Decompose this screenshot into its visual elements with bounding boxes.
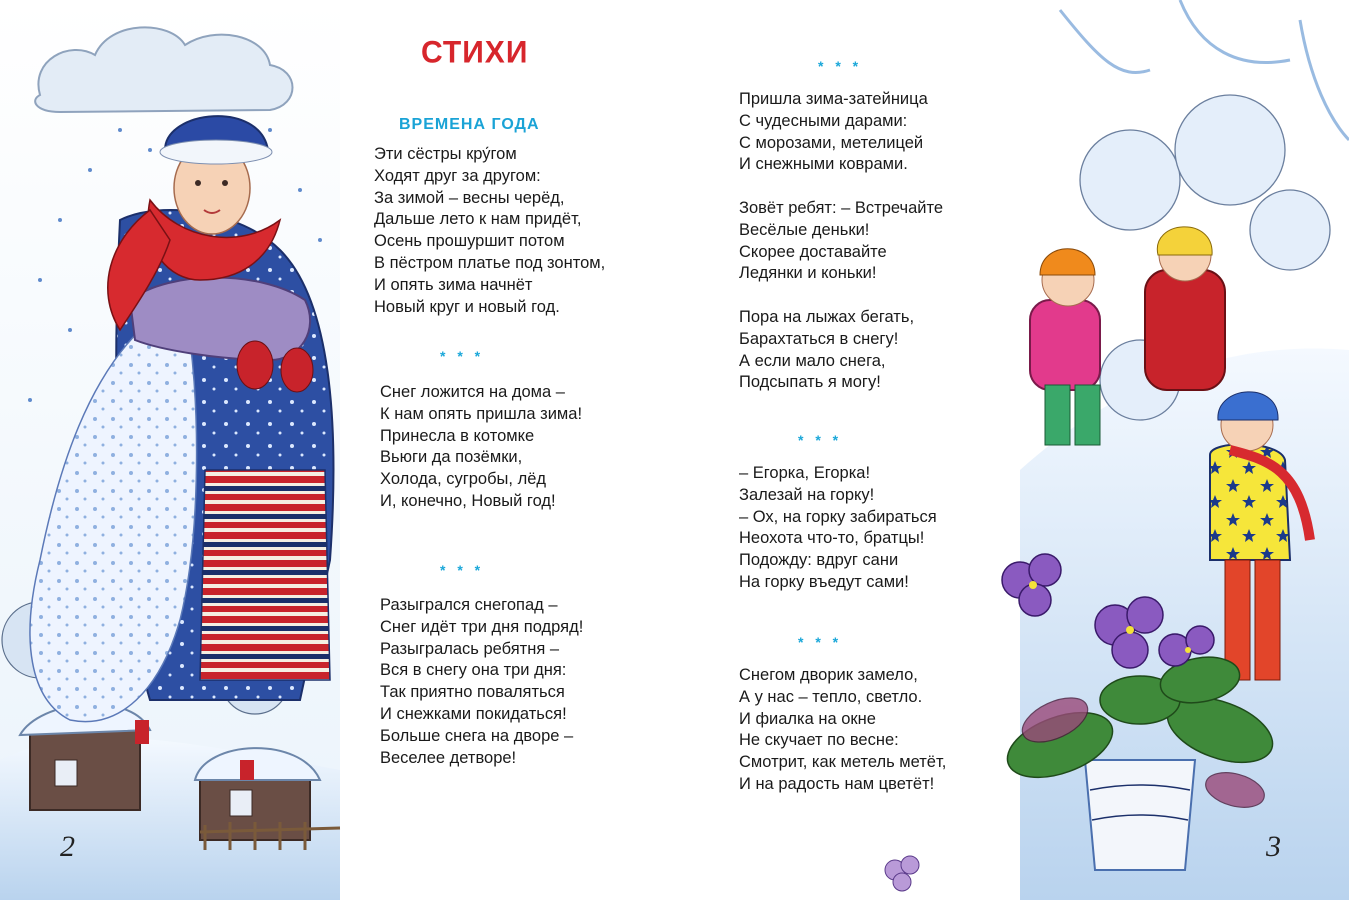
poem-line: Подсыпать я могу! <box>739 373 881 392</box>
poem-line: Так приятно поваляться <box>380 683 565 702</box>
poem-line: Снег ложится на дома – <box>380 383 565 401</box>
poem-4 <box>739 89 928 176</box>
page-number-right: 3 <box>1266 830 1281 863</box>
poem-line: Зовёт ребят: – Встречайте <box>739 199 944 217</box>
poem-line: Пришла зима-затейница <box>739 90 928 108</box>
poem-1 <box>374 144 605 318</box>
poem-line: – Егорка, Егорка! <box>739 464 871 482</box>
separator-stars: * * * <box>798 634 843 650</box>
poem-2 <box>380 382 582 513</box>
poem-line: Больше снега на дворе – <box>380 726 574 745</box>
poem-line: Разыгрался снегопад – <box>380 596 558 614</box>
poem-line: С морозами, метелицей <box>739 133 924 152</box>
poem-line: Снег идёт три дня подряд! <box>380 617 584 636</box>
poem-line: Весёлые деньки! <box>739 220 870 239</box>
poem-line: Веселее детворе! <box>380 748 517 767</box>
poem-line: На горку въедут сами! <box>739 572 909 591</box>
poem-line: Ходят друг за другом: <box>374 166 541 185</box>
separator-stars: * * * <box>798 432 843 448</box>
poem-line: Разыгралась ребятня – <box>380 639 560 658</box>
poem-line: – Ох, на горку забираться <box>739 507 937 526</box>
poem-line: Осень прошуршит потом <box>374 232 565 251</box>
poem-line: Ледянки и коньки! <box>739 264 877 283</box>
poem-line: И, конечно, Новый год! <box>380 491 556 510</box>
section-header: СТИХИ <box>421 35 529 70</box>
poem-line: Смотрит, как метель метёт, <box>739 753 947 772</box>
poem-line: Залезай на горку! <box>739 485 875 504</box>
separator-stars: * * * <box>440 348 485 364</box>
poem-line: И на радость нам цветёт! <box>739 774 935 793</box>
poem-line: За зимой – весны черёд, <box>374 188 565 207</box>
poem-line: В пёстром платье под зонтом, <box>374 253 606 272</box>
poem-line: Снегом дворик замело, <box>739 666 918 684</box>
poem-line: Эти сёстры кру́гом <box>374 145 517 163</box>
poem-line: И снежными коврами. <box>739 155 908 174</box>
poem-line: И опять зима начнёт <box>374 275 533 294</box>
poem-title: ВРЕМЕНА ГОДА <box>399 116 540 133</box>
poem-8 <box>739 665 946 796</box>
poem-line: Холода, сугробы, лёд <box>380 470 547 489</box>
poem-5 <box>739 198 943 285</box>
poem-line: И снежками покидаться! <box>380 704 567 723</box>
poem-line: Пора на лыжах бегать, <box>739 308 915 326</box>
poem-line: Вьюги да позёмки, <box>380 448 523 467</box>
poem-7 <box>739 463 937 594</box>
poem-line: Дальше лето к нам придёт, <box>374 210 582 229</box>
poem-line: С чудесными дарами: <box>739 111 908 130</box>
poem-3 <box>380 595 583 769</box>
poem-line: И фиалка на окне <box>739 709 876 728</box>
poem-line: Новый круг и новый год. <box>374 297 560 316</box>
poem-line: Подожду: вдруг сани <box>739 551 899 570</box>
poem-line: Принесла в котомке <box>380 426 535 445</box>
poem-line: Скорее доставайте <box>739 242 887 261</box>
poem-6 <box>739 307 914 394</box>
poem-line: К нам опять пришла зима! <box>380 404 583 423</box>
separator-stars: * * * <box>440 562 485 578</box>
poem-line: Барахтаться в снегу! <box>739 329 899 348</box>
poem-line: Неохота что-то, братцы! <box>739 529 925 548</box>
poem-line: А если мало снега, <box>739 351 886 370</box>
separator-stars: * * * <box>818 58 863 74</box>
poem-line: А у нас – тепло, светло. <box>739 687 923 706</box>
poem-line: Вся в снегу она три дня: <box>380 661 567 680</box>
page-number-left: 2 <box>60 830 75 863</box>
poem-line: Не скучает по весне: <box>739 731 899 750</box>
